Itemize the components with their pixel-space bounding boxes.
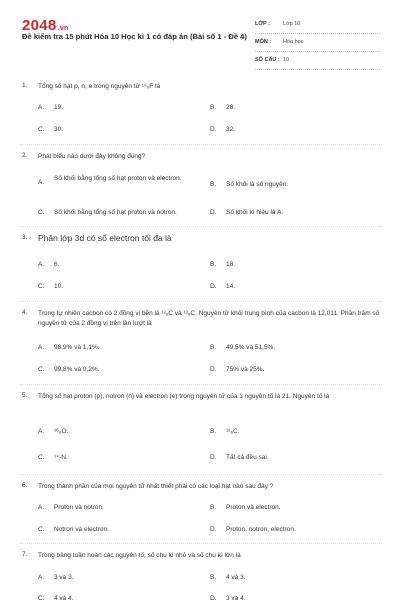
divider <box>20 226 382 227</box>
option-c[interactable] <box>38 525 109 535</box>
question-text: Tổng số hạt p, n, e trong nguyên tử ¹⁹₉F là <box>38 83 161 90</box>
option-letter: C. <box>38 283 45 290</box>
question-number: 1. <box>22 82 28 89</box>
option-text: Số khối bằng tổng số hạt proton và electron. <box>54 175 182 182</box>
question-text: Trong bảng tuần hoàn các nguyên tố, số chu kì nhỏ và số chu kì lớn là <box>38 552 241 559</box>
option-text: 10. <box>54 283 64 290</box>
option-text: ¹⁶₈O. <box>54 428 69 435</box>
divider <box>20 384 382 385</box>
option-letter: A. <box>38 574 45 581</box>
option-text: ¹²₆C. <box>226 428 240 435</box>
option-letter: B. <box>210 261 217 268</box>
page-header <box>0 0 400 70</box>
option-b[interactable] <box>210 260 235 270</box>
option-text: ¹⁴₇N. <box>54 454 68 461</box>
option-text: 19. <box>54 104 64 111</box>
option-text: 3 và 4. <box>226 595 246 602</box>
meta-key: MÔN : <box>255 39 272 45</box>
option-text: Số khối kí hiệu là A. <box>226 209 284 216</box>
option-d[interactable] <box>210 282 235 292</box>
option-c[interactable] <box>38 365 100 375</box>
question-text: Phân lớp 3d có số electron tối đa là <box>38 233 172 243</box>
question-number: 3. <box>22 234 28 241</box>
divider <box>20 144 382 145</box>
question-number: 6. <box>22 482 28 489</box>
document-title: Đề kiểm tra 15 phút Hóa 10 Học kì 1 có đáp án (Bài số 1 - Đề 4) <box>22 32 247 41</box>
question-text: Phát biểu nào dưới đây không đúng? <box>38 153 146 160</box>
question-text: Trong thành phần của mọi nguyên tử nhất thiết phải có các loại hạt nào sau đây ? <box>38 483 274 490</box>
option-letter: A. <box>38 428 45 435</box>
divider <box>20 543 382 544</box>
option-text: 6. <box>54 261 60 268</box>
option-letter: B. <box>210 574 217 581</box>
option-d[interactable] <box>210 125 235 135</box>
option-letter: D. <box>210 526 217 533</box>
option-letter: D. <box>210 283 217 290</box>
option-text: 98,9% và 1,1%. <box>54 344 100 351</box>
option-letter: A. <box>38 179 45 186</box>
option-text: 4 và 4. <box>54 595 74 602</box>
option-b[interactable] <box>210 503 281 513</box>
option-letter: C. <box>38 126 45 133</box>
option-letter: B. <box>210 504 217 511</box>
meta-row-subject <box>255 34 380 52</box>
logo-text: 2048 <box>22 17 57 34</box>
option-text: Proton và notron. <box>54 504 104 511</box>
option-a[interactable] <box>38 503 104 513</box>
divider <box>20 474 382 475</box>
option-c[interactable] <box>38 594 74 604</box>
question-text: Trong tự nhiên cacbon có 2 đồng vị bền là ¹²₆C và ¹³₆C. Nguyên tử khối trung bình của cacbon là 12,011. Phần trăm số nguyên tử của 2 đồng vị trên lần lượt là <box>38 310 380 327</box>
option-a[interactable] <box>38 174 208 196</box>
option-d[interactable] <box>210 453 269 463</box>
option-letter: D. <box>210 454 217 461</box>
option-text: 75% và 25%. <box>226 366 265 373</box>
logo-suffix: .vn <box>57 25 69 32</box>
option-text: 14. <box>226 283 236 290</box>
option-b[interactable] <box>210 180 288 190</box>
option-text: 32. <box>226 126 236 133</box>
option-letter: C. <box>38 526 45 533</box>
meta-table <box>255 16 380 70</box>
option-letter: C. <box>38 209 45 216</box>
meta-key: LỚP : <box>255 21 270 27</box>
meta-row-class <box>255 16 380 34</box>
option-letter: A. <box>38 344 45 351</box>
option-text: 99,8% và 0,2%. <box>54 366 100 373</box>
option-text: Số khối bằng tổng số hạt proton và notron. <box>54 209 177 216</box>
option-a[interactable] <box>38 103 63 113</box>
divider <box>20 301 382 302</box>
option-text: 28. <box>226 104 236 111</box>
option-letter: A. <box>38 261 45 268</box>
option-letter: B. <box>210 428 217 435</box>
option-b[interactable] <box>210 103 235 113</box>
option-d[interactable] <box>210 525 296 535</box>
question-number: 5. <box>22 392 28 399</box>
option-a[interactable] <box>38 343 100 353</box>
option-letter: A. <box>38 104 45 111</box>
option-c[interactable] <box>38 208 177 218</box>
option-c[interactable] <box>38 282 63 292</box>
option-text: Proton và electron. <box>226 504 281 511</box>
option-letter: A. <box>38 504 45 511</box>
question-text: Tổng số hạt proton (p), notron (n) và electron (e) trong nguyên tử của 1 nguyên tố là 21. Nguyên tố là <box>38 393 330 400</box>
option-text: 49,5% và 51,5%. <box>226 344 276 351</box>
question-number: 2. <box>22 152 28 159</box>
option-d[interactable] <box>210 208 283 218</box>
option-text: 4 và 3. <box>226 574 246 581</box>
option-b[interactable] <box>210 427 239 437</box>
option-a[interactable] <box>38 427 68 437</box>
option-letter: B. <box>210 181 217 188</box>
option-text: Số khối là số nguyên. <box>226 181 289 188</box>
option-letter: D. <box>210 595 217 602</box>
meta-value: Hóa học <box>283 39 304 45</box>
option-a[interactable] <box>38 573 74 583</box>
question-number: 7. <box>22 551 28 558</box>
option-b[interactable] <box>210 573 246 583</box>
option-d[interactable] <box>210 365 264 375</box>
option-letter: C. <box>38 366 45 373</box>
option-letter: D. <box>210 126 217 133</box>
option-letter: B. <box>210 344 217 351</box>
option-text: 18. <box>226 261 236 268</box>
meta-value: 10 <box>283 57 290 63</box>
meta-value: Lớp 10 <box>283 21 301 27</box>
option-c[interactable] <box>38 453 68 463</box>
option-a[interactable] <box>38 260 59 270</box>
option-letter: B. <box>210 104 217 111</box>
meta-row-count <box>255 52 380 70</box>
meta-key: SỐ CÂU : <box>255 57 280 63</box>
option-text: Notron và electron. <box>54 526 109 533</box>
option-d[interactable] <box>210 594 246 604</box>
question-number: 4. <box>22 309 28 316</box>
option-letter: C. <box>38 595 45 602</box>
option-letter: D. <box>210 366 217 373</box>
option-text: Proton, notron, electron. <box>226 526 296 533</box>
option-text: 3 và 3. <box>54 574 74 581</box>
option-text: 30. <box>54 126 64 133</box>
option-c[interactable] <box>38 125 63 135</box>
option-letter: C. <box>38 454 45 461</box>
option-b[interactable] <box>210 343 275 353</box>
option-letter: D. <box>210 209 217 216</box>
option-text: Tất cả đều sai. <box>226 454 269 461</box>
